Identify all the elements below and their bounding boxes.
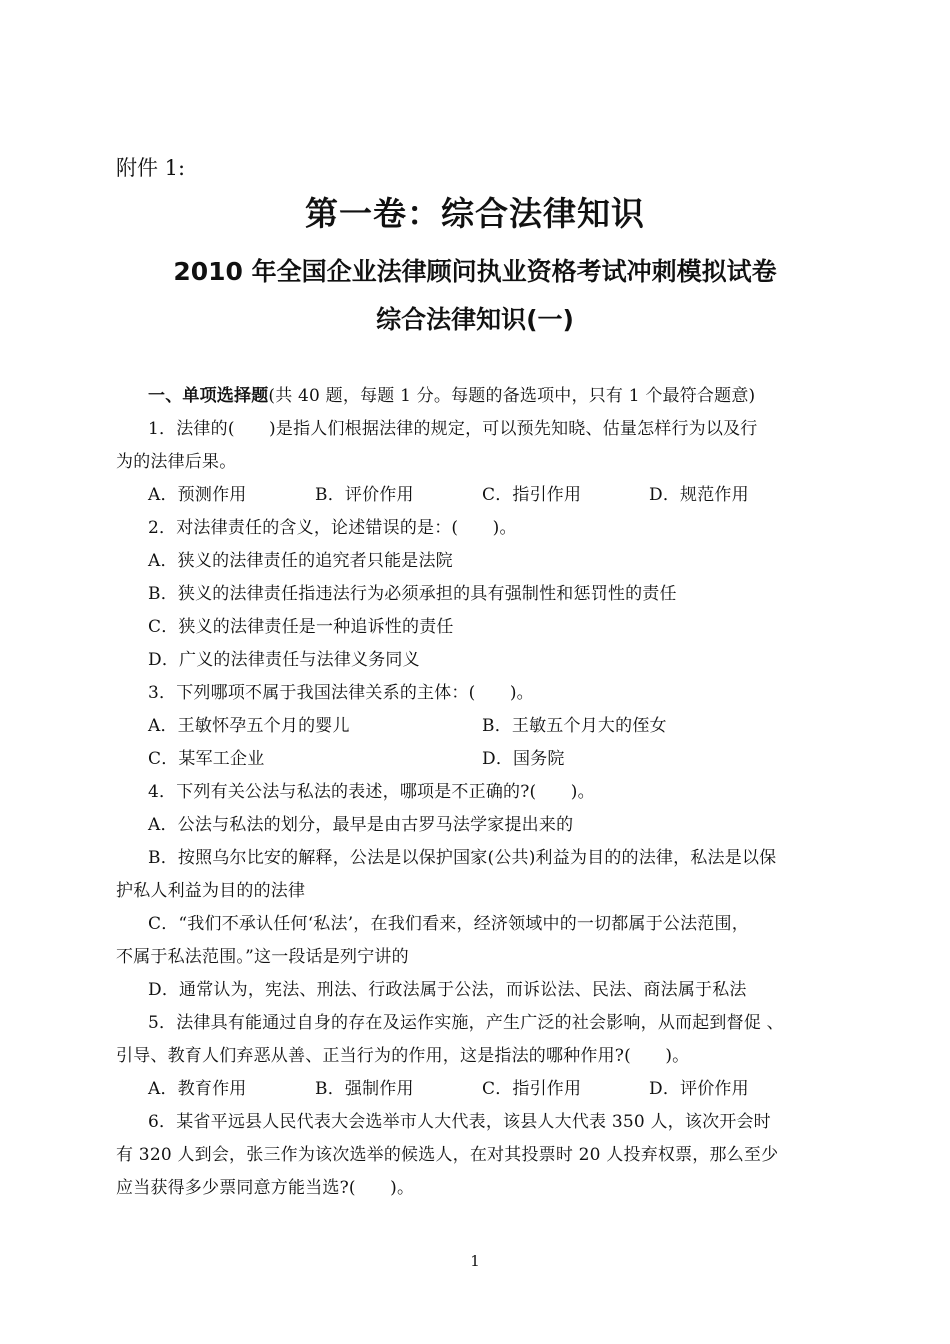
section-note: (共 40 题，每题 1 分。每题的备选项中，只有 1 个最符合题意) — [268, 386, 756, 406]
question-4: 4．下列有关公法与私法的表述，哪项是不正确的?( )。 — [148, 782, 595, 802]
q1-option-c: C．指引作用 — [482, 485, 582, 505]
volume-title: 第一卷：综合法律知识 — [305, 194, 645, 233]
q3-option-d: D．国务院 — [482, 749, 565, 769]
q2-option-c: C．狭义的法律责任是一种追诉性的责任 — [148, 617, 454, 637]
q3-option-a: A．王敏怀孕五个月的婴儿 — [148, 716, 350, 736]
q3-option-b: B．王敏五个月大的侄女 — [482, 716, 667, 736]
paper-subtitle: 综合法律知识(一) — [376, 305, 574, 334]
q4-option-b-line-1: B．按照乌尔比安的解释，公法是以保护国家(公共)利益为目的的法律，私法是以保 — [148, 848, 777, 868]
q4-option-b-line-2: 护私人利益为目的的法律 — [116, 881, 306, 901]
q1-option-d: D．规范作用 — [649, 485, 749, 505]
attachment-label: 附件 1: — [116, 156, 186, 180]
exam-title: 2010 年全国企业法律顾问执业资格考试冲刺模拟试卷 — [173, 257, 777, 286]
question-1-line-1: 1．法律的( )是指人们根据法律的规定，可以预先知晓、估量怎样行为以及行 — [148, 419, 758, 439]
q5-option-d: D．评价作用 — [649, 1079, 749, 1099]
q5-option-a: A．教育作用 — [148, 1079, 247, 1099]
q4-option-d: D．通常认为，宪法、刑法、行政法属于公法，而诉讼法、民法、商法属于私法 — [148, 980, 747, 1000]
question-5-line-2: 引导、教育人们弃恶从善、正当行为的作用，这是指法的哪种作用?( )。 — [116, 1046, 690, 1066]
question-3: 3．下列哪项不属于我国法律关系的主体：( )。 — [148, 683, 534, 703]
q4-option-a: A．公法与私法的划分，最早是由古罗马法学家提出来的 — [148, 815, 574, 835]
section-title: 一、单项选择题 — [148, 386, 269, 406]
page-number: 1 — [470, 1252, 480, 1270]
q2-option-d: D．广义的法律责任与法律义务同义 — [148, 650, 420, 670]
section-heading — [148, 386, 755, 406]
question-1-line-2: 为的法律后果。 — [116, 452, 237, 472]
q4-option-c-line-2: 不属于私法范围。”这一段话是列宁讲的 — [116, 947, 409, 967]
question-6-line-3: 应当获得多少票同意方能当选?( )。 — [116, 1178, 415, 1198]
question-6-line-1: 6．某省平远县人民代表大会选举市人大代表，该县人大代表 350 人，该次开会时 — [148, 1112, 771, 1132]
q1-option-a: A．预测作用 — [148, 485, 247, 505]
question-2: 2．对法律责任的含义，论述错误的是：( )。 — [148, 518, 517, 538]
q3-option-c: C．某军工企业 — [148, 749, 265, 769]
q4-option-c-line-1: C．“我们不承认任何‘私法’，在我们看来，经济领域中的一切都属于公法范围， — [148, 914, 749, 934]
q1-option-b: B．评价作用 — [315, 485, 414, 505]
question-6-line-2: 有 320 人到会，张三作为该次选举的候选人，在对其投票时 20 人投弃权票，那么至少 — [116, 1145, 779, 1165]
q2-option-a: A．狭义的法律责任的追究者只能是法院 — [148, 551, 453, 571]
q5-option-c: C．指引作用 — [482, 1079, 582, 1099]
q2-option-b: B．狭义的法律责任指违法行为必须承担的具有强制性和惩罚性的责任 — [148, 584, 677, 604]
question-5-line-1: 5．法律具有能通过自身的存在及运作实施，产生广泛的社会影响，从而起到督促 、 — [148, 1013, 784, 1033]
q5-option-b: B．强制作用 — [315, 1079, 414, 1099]
